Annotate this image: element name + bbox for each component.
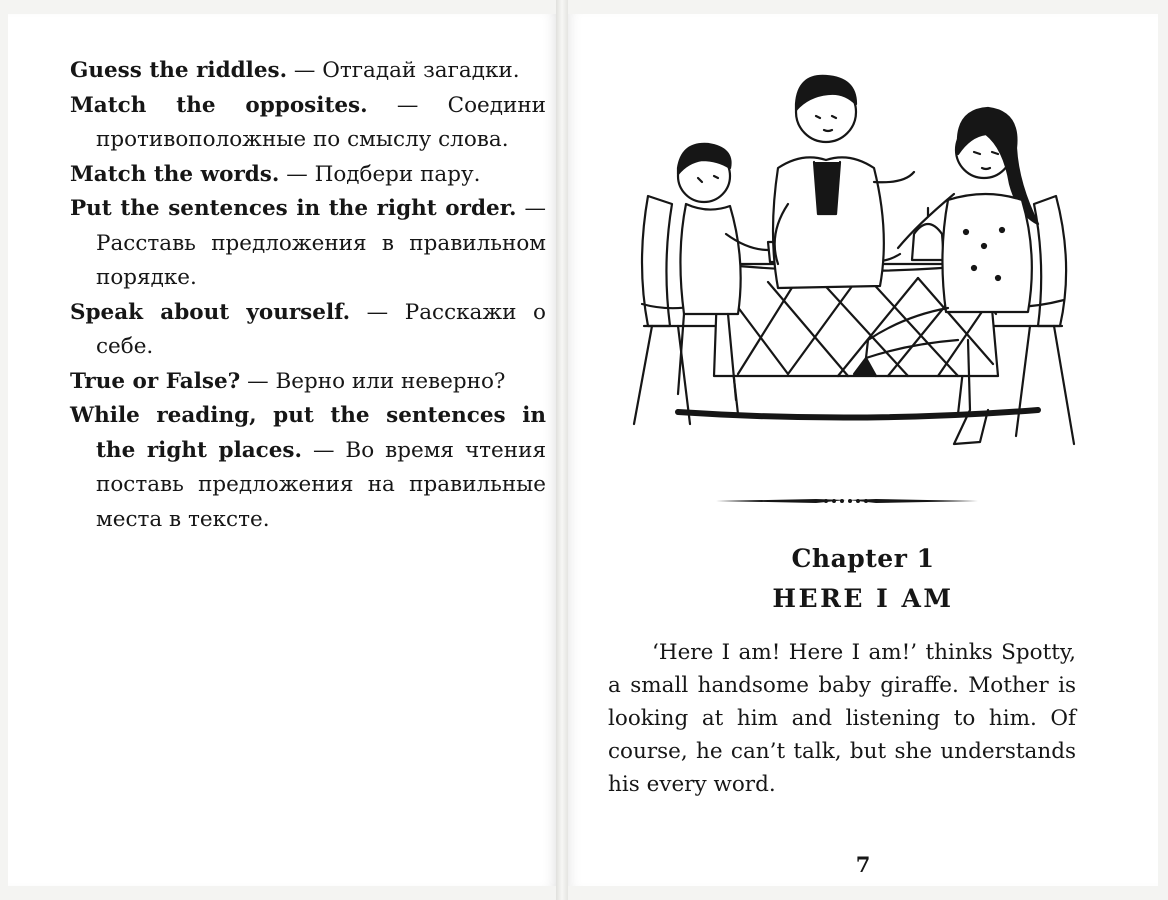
entry-russian: — Во время чтения поставь предложения на правильные места в тексте. bbox=[96, 437, 547, 532]
entry-russian: — Верно или неверно? bbox=[240, 368, 506, 394]
glossary-entry bbox=[70, 158, 546, 193]
glossary-entry bbox=[70, 89, 546, 158]
ornamental-divider bbox=[716, 494, 978, 508]
entry-english: Guess the riddles. bbox=[70, 58, 288, 83]
book-gutter bbox=[556, 0, 568, 900]
entry-russian: — Соедини противоположные по смыслу слова. bbox=[96, 92, 546, 152]
entry-english: Match the opposites. bbox=[70, 92, 368, 118]
story-paragraph: ‘Here I am! Here I am!’ thinks Spotty, a small handsome baby giraffe. Mother is looking at him and listening to him. Of course, he can’t talk, but she understands his every word. bbox=[608, 640, 1076, 797]
page-number: 7 bbox=[855, 852, 871, 877]
entry-english: Match the words. bbox=[70, 161, 280, 187]
instruction-glossary bbox=[70, 54, 546, 537]
chapter-number: Chapter 1 bbox=[791, 544, 935, 573]
glossary-entry bbox=[70, 399, 546, 537]
entry-english: True or False? bbox=[70, 368, 241, 394]
entry-english: Put the sentences in the right order. bbox=[70, 196, 517, 221]
entry-english: While reading, put the sentences in the right places. bbox=[70, 403, 546, 463]
entry-english: Speak about yourself. bbox=[70, 299, 351, 325]
glossary-entry bbox=[70, 296, 546, 365]
children-at-table-illustration bbox=[618, 64, 1088, 474]
entry-russian: — Подбери пару. bbox=[279, 161, 481, 187]
chapter-title: HERE I AM bbox=[772, 584, 954, 613]
entry-russian: — Отгадай загадки. bbox=[287, 58, 520, 83]
glossary-entry bbox=[70, 365, 546, 400]
entry-russian: — Расскажи о себе. bbox=[96, 299, 546, 359]
glossary-entry bbox=[70, 192, 546, 296]
left-page bbox=[8, 14, 556, 886]
entry-russian: — Расставь предложения в правильном порядке. bbox=[96, 196, 546, 290]
glossary-entry bbox=[70, 54, 546, 89]
right-page bbox=[568, 14, 1158, 886]
